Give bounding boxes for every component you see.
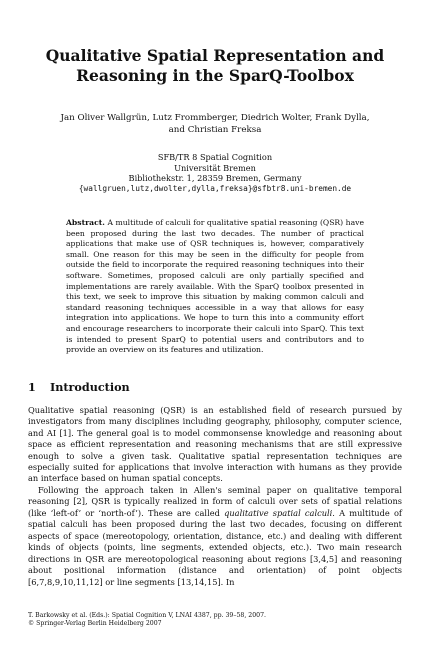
- paragraph-2-emphasis: qualitative spatial calculi: [224, 507, 333, 518]
- title-line-1: Qualitative Spatial Representation and: [45, 46, 385, 65]
- abstract-label: Abstract.: [66, 218, 105, 227]
- section-heading: [28, 380, 402, 394]
- abstract: [66, 218, 364, 356]
- section-body: [28, 405, 402, 588]
- paragraph-1: Qualitative spatial reasoning (QSR) is an established field of research pursued by investigators from many disciplines including geography, philosophy, computer science, and AI [1]. The general goal is to model commonsense knowledge and reasoning about space as efficient representation and reasoning mechanisms that are still expressive enough to solve a given task. Qualitative spatial representation techniques are especially suited for applications that involve interaction with humans as they provide an interface based on human spatial concepts.: [28, 404, 402, 484]
- paragraph-2: [28, 485, 402, 588]
- footnote-line-1: T. Barkowsky et al. (Eds.): Spatial Cognition V, LNAI 4387, pp. 39–58, 2007.: [28, 612, 266, 619]
- affiliation-line-1: SFB/TR 8 Spatial Cognition: [157, 152, 273, 162]
- paragraph-2-start: Following the approach taken in Allen's seminal paper on qualitative temporal reasoning [2], QSR is typically realized in form of calculi over sets of spatial relations (like ‘left-of’ or ‘north-of’). These are called: [28, 484, 402, 518]
- affiliation-line-2: Universität Bremen: [174, 162, 256, 173]
- paper-title: [28, 0, 402, 86]
- publication-footnote: [28, 612, 402, 629]
- abstract-text: A multitude of calculi for qualitative spatial reasoning (QSR) have been proposed during the last two decades. The number of practical applications that make use of QSR techniques is, however, comparatively small. One reason for this may be seen in the difficulty for people from outside the field to incorporate the required reasoning techniques into their software. Sometimes, proposed calculi are only partially specified and implementations are rarely available. With the SparQ toolbox presented in this text, we seek to improve this situation by making common calculi and standard reasoning techniques accessible in a way that allows for easy integration into applications. We hope to turn this into a community effort and encourage researchers to incorporate their calculi into SparQ. This text is intended to present SparQ to potential users and contributors and to provide an overview on its features and utilization.: [66, 218, 364, 355]
- author-emails: {wallgruen,lutz,dwolter,dylla,freksa}@sfbtr8.uni-bremen.de: [78, 183, 352, 193]
- affiliation-line-3: Bibliothekstr. 1, 28359 Bremen, Germany: [128, 173, 302, 183]
- title-line-2: Reasoning in the SparQ-Toolbox: [76, 66, 354, 85]
- footnote-line-2: © Springer-Verlag Berlin Heidelberg 2007: [28, 620, 162, 628]
- section-number: 1: [28, 379, 36, 394]
- authors-line-2: and Christian Freksa: [168, 125, 262, 135]
- section-title: Introduction: [50, 379, 130, 394]
- affiliation-block: [28, 152, 402, 194]
- authors-line-1: Jan Oliver Wallgrün, Lutz Frommberger, Diedrich Wolter, Frank Dylla,: [60, 113, 370, 123]
- paragraph-2-rest: . A multitude of spatial calculi has been proposed during the last two decades, focusing on different aspects of space (mereotopology, orientation, distance, etc.) and dealing with different kinds of objects (points, line segments, extended objects, etc.). Two main research directions in QSR are mereotopological reasoning about regions [3,4,5] and reasoning about positional information (distance and orientation) of point objects [6,7,8,9,10,11,12] or line segments [13,14,15]. In: [28, 507, 402, 587]
- author-list: [28, 112, 402, 136]
